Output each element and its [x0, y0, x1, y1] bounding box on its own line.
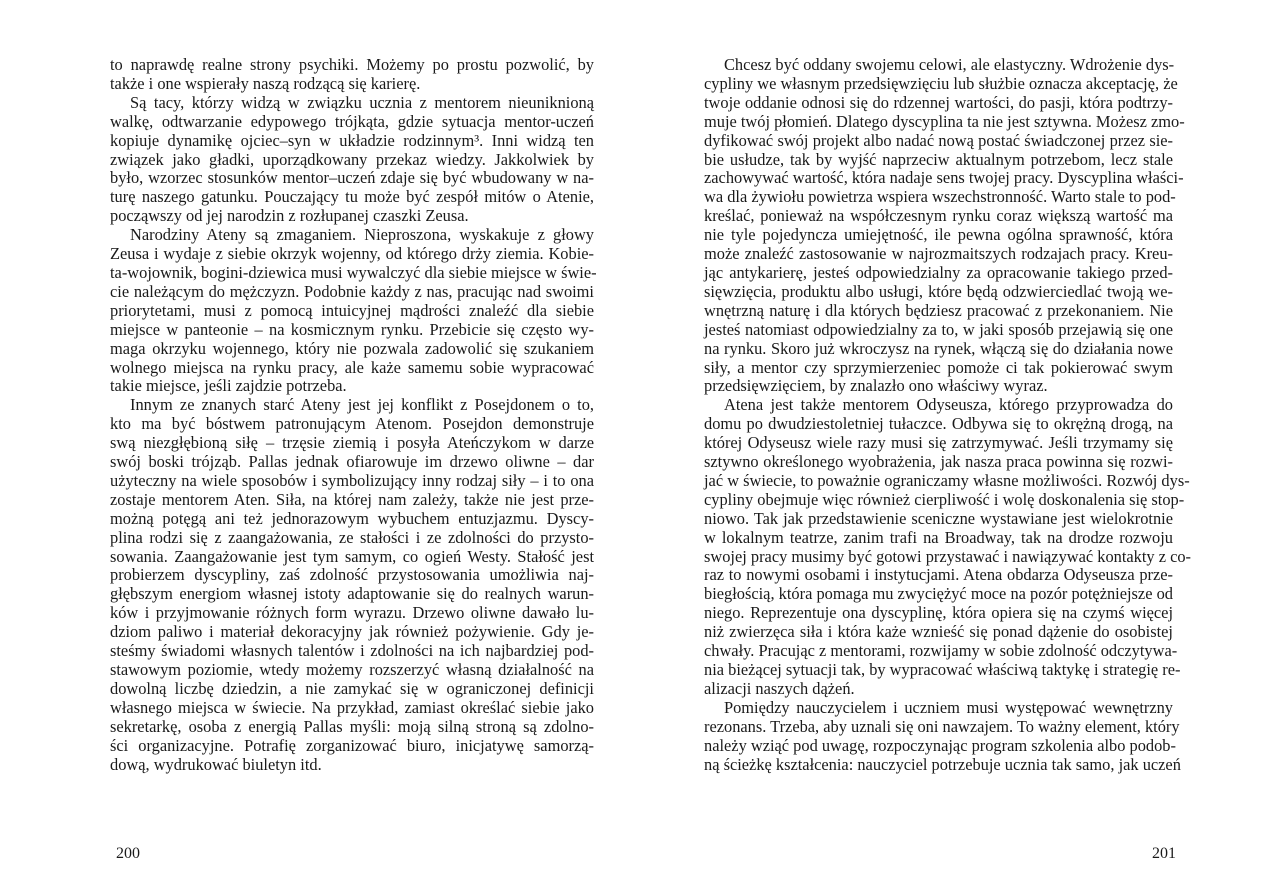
text-line: kto ma być bóstwem patronującym Atenom. Posejdon demonstruje [110, 414, 594, 434]
text-line: w lokalnym teatrze, zanim trafi na Broadway, tak na drodze rozwoju [704, 527, 1173, 547]
text-line: także i one wspierały naszą rodzącą się karierę. [110, 73, 421, 93]
text-line: domu po dwudziestoletniej tułaczce. Odbywa się to okrężną drogą, na [704, 414, 1173, 434]
text-line: Pomiędzy nauczycielem i uczniem musi występować wewnętrzny [724, 697, 1173, 717]
text-line: cypliny obejmuje więc również cierpliwość i wolę doskonalenia się stop- [704, 489, 1185, 509]
text-line: kreślać, ponieważ na współczesnym rynku coraz większą wartość ma [704, 206, 1173, 226]
text-line: alizacji naszych dążeń. [704, 678, 855, 698]
text-line: to naprawdę realne strony psychiki. Możemy po prostu pozwolić, by [110, 55, 594, 74]
text-line: stawowym poziomie, wtedy możemy rozszerzyć własną działalność na [110, 660, 594, 679]
text-line: związek jako gładki, uporządkowany przekaz wiedzy. Jakkolwiek by [110, 149, 594, 169]
left-page [0, 0, 631, 893]
right-page-text [704, 55, 1192, 774]
text-line: na rynku. Skoro już wkroczysz na rynek, włączą się do działania nowe [704, 338, 1173, 358]
text-line: chwały. Pracując z mentorami, rozwijamy w sobie zdolność odczytywa- [704, 641, 1178, 661]
text-line: maga okrzyku wojennego, który nie pozwala zadowolić się szukaniem [110, 338, 594, 358]
text-line: probierzem dyscypliny, zaś zdolność przystosowania umożliwia naj- [110, 565, 594, 585]
text-line: sekretarkę, osoba z energią Pallas myśli: moją silną stroną są zdolno- [110, 716, 594, 736]
page-number: 201 [1152, 845, 1176, 862]
text-line: możną potęgą ani też jednorazowym wybuchem entuzjazmu. Dyscy- [110, 508, 594, 528]
text-line: ną ścieżkę kształcenia: nauczyciel potrzebuje ucznia tak samo, jak uczeń [704, 754, 1181, 774]
text-line: turę naszego gatunku. Pouczający tu może być zespół mitów o Atenie, [110, 187, 594, 207]
text-line: swój boski trójząb. Pallas jednak ofiarowuje im drzewo oliwne – dar [110, 452, 594, 472]
text-line: priorytetami, musi z pomocą intuicyjnej mądrości znaleźć dla siebie [110, 300, 594, 320]
text-line: dowolną liczbę dziedzin, a nie zamykać się w ograniczonej definicji [110, 678, 594, 698]
text-line: biegłością, która pomaga mu zwyciężyć moce na pozór potężniejsze od [704, 584, 1173, 604]
text-line: swojej pracy musimy być gotowi przystawać i nawiązywać kontakty z co- [704, 546, 1192, 566]
text-line: muje twój płomień. Dlatego dyscyplina ta nie jest sztywna. Możesz zmo- [704, 111, 1185, 131]
text-line: której Odyseusz wiele razy musi się zatrzymywać. Jeśli trzymamy się [704, 433, 1173, 453]
text-line: steśmy świadomi własnych talentów i zdolności na ich najbardziej pod- [110, 641, 594, 661]
text-line: Chcesz być oddany swojemu celowi, ale elastyczny. Wdrożenie dys- [724, 55, 1175, 74]
right-page [631, 0, 1263, 893]
text-line: Są tacy, którzy widzą w związku ucznia z mentorem nieuniknioną [130, 92, 594, 112]
text-line: Narodziny Ateny są zmaganiem. Nieproszona, wyskakuje z głowy [130, 225, 594, 245]
text-line: jać w świecie, to poważnie ograniczamy własne możliwości. Rozwój dys- [704, 470, 1190, 490]
text-line: jesteś natomiast odpowiedzialny za to, w jaki sposób przejawią się one [704, 319, 1173, 339]
text-line: wa dla żywiołu powietrza wspiera wszechstronność. Warto stale to pod- [704, 187, 1176, 207]
text-line: przedsięwzięciem, by znalazło ono właściwy wyraz. [704, 376, 1048, 396]
text-line: począwszy od jej narodzin z rozłupanej czaszki Zeusa. [110, 206, 469, 226]
text-line: bie usłudze, tak by wyjść naprzeciw aktualnym potrzebom, lecz stale [704, 149, 1173, 169]
text-line: zostaje mentorem Aten. Siła, na której nam zależy, także nie jest prze- [110, 489, 594, 509]
text-line: własnego miejsca w świecie. Na przykład, zamiast określać siebie jako [110, 697, 594, 717]
text-line: było, wzorzec stosunków mentor–uczeń zdaje się być wbudowany w na- [110, 168, 594, 188]
text-line: kopiuje dynamikę ojciec–syn w układzie rodzinnym³. Inni widzą ten [110, 130, 594, 150]
text-line: dyfikować swój projekt albo nadać nową postać świadczonej przez sie- [704, 130, 1173, 150]
text-line: twoje oddanie odnosi się do rdzennej wartości, do pasji, która podtrzy- [704, 92, 1173, 112]
text-line: Zeusa i wydaje z siebie okrzyk wojenny, od którego drży ziemia. Kobie- [110, 244, 594, 264]
text-line: cie należącym do mężczyzn. Podobnie każdy z nas, pracując nad swoimi [110, 281, 594, 301]
text-line: niowo. Tak jak przedstawienie sceniczne wystawiane jest wielokrotnie [704, 508, 1173, 528]
text-line: nie tyle pojedyncza umiejętność, ile pewna ogólna sprawność, która [704, 225, 1173, 245]
text-line: plina rodzi się z zaangażowania, ze stałości i ze zdolności do przysto- [110, 527, 594, 547]
text-line: rezonans. Trzeba, aby uznali się oni nawzajem. To ważny element, który [704, 716, 1180, 736]
text-line: niego. Reprezentuje ona dyscyplinę, która opiera się na czymś więcej [704, 603, 1173, 623]
text-line: ści organizacyjne. Potrafię zorganizować biuro, inicjatywę samorzą- [110, 735, 594, 755]
text-line: siły, a mentor czy sprzymierzeniec pomoże ci tak pokierować swym [704, 357, 1173, 377]
text-line: dziom paliwo i materiał dekoracyjny jak również pożywienie. Gdy je- [110, 622, 594, 642]
text-line: nia bieżącej sytuacji tak, by wypracować właściwą taktykę i strategię re- [704, 660, 1181, 679]
text-line: jąc antykarierę, jesteś odpowiedzialny za opracowanie takiego przed- [704, 262, 1173, 282]
text-line: Innym ze znanych starć Ateny jest jej konflikt z Posejdonem o to, [130, 395, 594, 415]
text-line: swą niezgłębioną siłę – trzęsie ziemią i posyła Ateńczykom w darze [110, 433, 594, 453]
left-page-text [110, 55, 597, 774]
text-line: ta-wojownik, bogini-dziewica musi wywalczyć dla siebie miejsce w świe- [110, 262, 597, 282]
text-line: użyteczny na wiele sposobów i symbolizujący inny rodzaj siły – i to ona [110, 470, 594, 490]
text-line: sięwzięcia, produktu albo usługi, które będą odzwierciedlać twoją we- [704, 281, 1173, 301]
page-number: 200 [116, 845, 140, 862]
text-line: wolnego miejsca na rynku pracy, ale każe samemu sobie wypracować [110, 357, 594, 377]
text-line: wnętrzną naturę i dla których będziesz pracować z przekonaniem. Nie [704, 300, 1173, 320]
text-line: zachowywać wartość, która nadaje sens twojej pracy. Dyscyplina właści- [704, 168, 1184, 188]
text-line: sowania. Zaangażowanie jest tym samym, co ogień Westy. Stałość jest [110, 546, 594, 566]
text-line: walkę, odtwarzanie edypowego trójkąta, gdzie sytuacja mentor-uczeń [110, 111, 594, 131]
text-line: takie miejsce, jeśli zajdzie potrzeba. [110, 376, 347, 396]
text-line: sztywno określonego wyobrażenia, jak nasza praca powinna się rozwi- [704, 452, 1173, 472]
text-line: może znaleźć zastosowanie w najrozmaitszych rodzajach pracy. Kreu- [704, 244, 1173, 264]
text-line: dową, wydrukować biuletyn itd. [110, 754, 322, 774]
text-line: ków i przyjmowanie różnych form wyrazu. Drzewo oliwne dawało lu- [110, 603, 594, 623]
text-line: cypliny we własnym przedsięwzięciu lub służbie oznacza akceptację, że [704, 73, 1178, 93]
text-line: należy wziąć pod uwagę, rozpoczynając program szkolenia albo podob- [704, 735, 1176, 755]
text-line: miejsce w panteonie – na kosmicznym rynku. Przebicie się często wy- [110, 319, 594, 339]
text-line: głębszym energiom własnej istoty adaptowanie się do realnych warun- [110, 584, 594, 604]
text-line: raz to nowymi osobami i instytucjami. Atena obdarza Odyseusza prze- [704, 565, 1173, 585]
text-line: niż zwierzęca siła i która każe wznieść się ponad dążenie do osobistej [704, 622, 1173, 642]
text-line: Atena jest także mentorem Odyseusza, którego przyprowadza do [724, 395, 1173, 415]
